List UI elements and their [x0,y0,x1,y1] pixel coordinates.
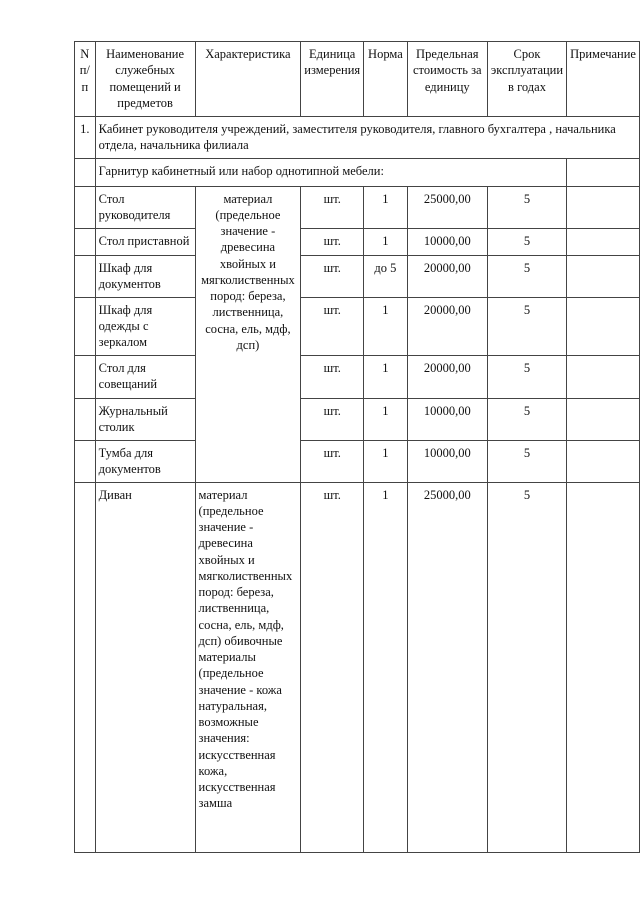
item-term: 5 [487,297,566,355]
item-note [567,255,640,297]
sofa-name: Диван [95,482,195,852]
item-unit: шт. [301,297,364,355]
item-unit: шт. [301,440,364,482]
sofa-price: 25000,00 [407,482,487,852]
section-title: Кабинет руководителя учреждений, заместителя руководителя, главного бухгалтера , начальника отдела, начальника филиала [95,117,639,159]
item-unit: шт. [301,255,364,297]
item-name: Стол приставной [95,228,195,255]
item-price: 10000,00 [407,398,487,440]
item-price: 10000,00 [407,228,487,255]
item-price: 20000,00 [407,297,487,355]
item-norm: 1 [364,355,408,398]
row-num [75,355,96,398]
item-note [567,228,640,255]
header-term: Срок эксплуатации в годах [487,42,566,117]
header-norm: Норма [364,42,408,117]
row-num [75,398,96,440]
item-unit: шт. [301,398,364,440]
group-characteristic: материал (предельное значение - древесина хвойных и мягколиственных пород: береза, лиственница, сосна, ель, мдф, дсп) [195,186,301,482]
item-unit: шт. [301,186,364,228]
item-norm: 1 [364,186,408,228]
table-row [75,255,640,297]
section-num: 1. [75,117,96,159]
table-row [75,440,640,482]
header-price: Предельная стоимость за единицу [407,42,487,117]
item-name: Стол для совещаний [95,355,195,398]
item-term: 5 [487,440,566,482]
item-name: Стол руководителя [95,186,195,228]
sofa-row [75,482,640,852]
row-num [75,186,96,228]
sofa-term: 5 [487,482,566,852]
item-unit: шт. [301,355,364,398]
item-note [567,297,640,355]
item-unit: шт. [301,228,364,255]
group-num-cell [75,158,96,186]
row-num [75,297,96,355]
item-term: 5 [487,255,566,297]
group-note-cell [567,158,640,186]
item-term: 5 [487,228,566,255]
row-num [75,228,96,255]
item-price: 20000,00 [407,255,487,297]
item-note [567,186,640,228]
item-norm: 1 [364,398,408,440]
sofa-unit: шт. [301,482,364,852]
row-num [75,255,96,297]
header-num: N п/п [75,42,96,117]
item-price: 20000,00 [407,355,487,398]
sofa-characteristic: материал (предельное значение - древесина хвойных и мягколиственных пород: береза, лиственница, сосна, ель, мдф, дсп) обивочные материалы (предельное значение - кожа натуральная, возможные значения: искусственная кожа, искусственная замша [195,482,301,852]
item-norm: 1 [364,440,408,482]
row-num [75,482,96,852]
item-note [567,440,640,482]
header-note: Примечание [567,42,640,117]
item-term: 5 [487,398,566,440]
table-header-row [75,42,640,117]
item-term: 5 [487,186,566,228]
sofa-norm: 1 [364,482,408,852]
item-name: Журнальный столик [95,398,195,440]
group-title-row [75,158,640,186]
group-title: Гарнитур кабинетный или набор однотипной мебели: [95,158,566,186]
item-price: 25000,00 [407,186,487,228]
item-price: 10000,00 [407,440,487,482]
item-norm: 1 [364,228,408,255]
table-row [75,398,640,440]
furniture-norms-table [74,41,640,853]
table-row [75,186,640,228]
row-num [75,440,96,482]
header-name: Наименование служебных помещений и предметов [95,42,195,117]
item-note [567,355,640,398]
item-note [567,398,640,440]
item-norm: 1 [364,297,408,355]
item-term: 5 [487,355,566,398]
table-row [75,297,640,355]
sofa-note [567,482,640,852]
table-row [75,355,640,398]
table-row [75,228,640,255]
item-name: Тумба для документов [95,440,195,482]
item-name: Шкаф для документов [95,255,195,297]
item-name: Шкаф для одежды с зеркалом [95,297,195,355]
section-row [75,117,640,159]
item-norm: до 5 [364,255,408,297]
header-characteristic: Характеристика [195,42,301,117]
header-unit: Единица измерения [301,42,364,117]
